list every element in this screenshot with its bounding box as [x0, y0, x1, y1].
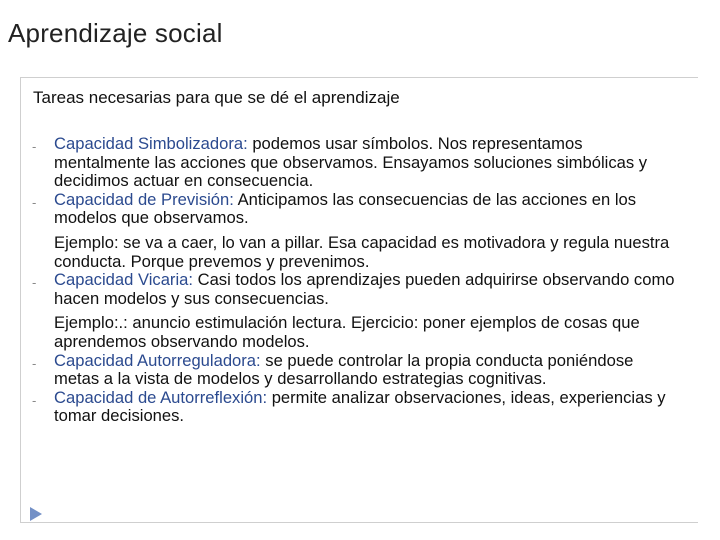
bullet-example: Ejemplo:.: anuncio estimulación lectura. Ejercicio: poner ejemplos de cosas que aprendemos observando modelos.: [54, 313, 640, 351]
bullet-item-autorreguladora: [32, 352, 682, 389]
dash-marker: -: [32, 275, 37, 291]
bullet-item-vicaria: [32, 271, 682, 351]
bullet-lead: Capacidad Autorreguladora:: [54, 350, 261, 370]
bullet-example: Ejemplo: se va a caer, lo van a pillar. Esa capacidad es motivadora y regula nuestra conducta. Porque prevemos y prevenimos.: [54, 232, 670, 271]
bullet-text: Casi todos los aprendizajes pueden adquirirse observando como hacen modelos y sus consecuencias.: [54, 270, 675, 308]
bullet-lead: Capacidad Vicaria:: [54, 270, 193, 290]
bullet-text: se puede controlar la propia conducta poniéndose metas a la vista de modelos y desarrollando estrategias cognitivas.: [54, 350, 634, 389]
triangle-right-icon[interactable]: [30, 507, 42, 521]
bullet-lead: Capacidad de Previsión:: [54, 189, 234, 209]
bullet-text: podemos usar símbolos. Nos representamos mentalmente las acciones que observamos. Ensayamos soluciones simbólicas y decidimos actuar en consecuencia.: [54, 134, 648, 191]
dash-marker: -: [32, 194, 37, 210]
dash-marker: -: [32, 355, 37, 371]
bullet-item-prevision: [32, 191, 682, 271]
bullet-text: Anticipamos las consecuencias de las acciones en los modelos que observamos.: [54, 189, 637, 228]
slide-subtitle: Tareas necesarias para que se dé el aprendizaje: [33, 88, 400, 107]
bullet-item-autorreflexion: [32, 389, 682, 426]
bullet-lead: Capacidad de Autorreflexión:: [54, 387, 268, 407]
bullet-list: [32, 135, 682, 426]
dash-marker: -: [32, 139, 37, 154]
bullet-text: permite analizar observaciones, ideas, experiencias y tomar decisiones.: [54, 387, 666, 426]
dash-marker: -: [32, 392, 37, 408]
slide-title: Aprendizaje social: [8, 18, 223, 48]
bullet-item-simbolizadora: [32, 135, 682, 191]
bullet-lead: Capacidad Simbolizadora:: [54, 134, 248, 153]
